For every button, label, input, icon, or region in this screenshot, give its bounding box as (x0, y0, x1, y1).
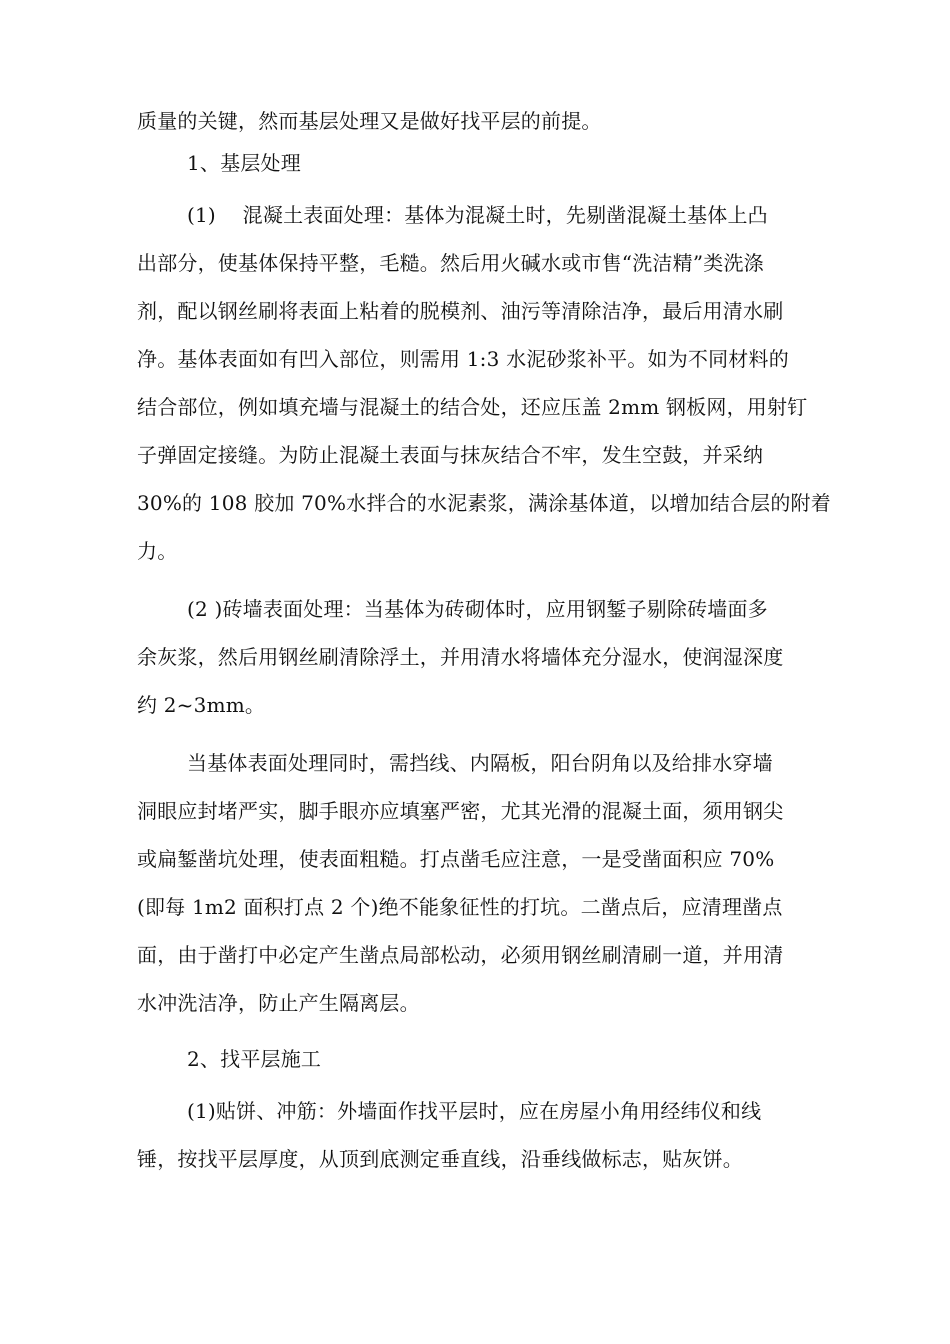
text-line: 当基体表面处理同时，需挡线、内隔板，阳台阴角以及给排水穿墙 (187, 751, 773, 775)
text-line: 子弹固定接缝。为防止混凝土表面与抹灰结合不牢，发生空鼓，并采纳 (137, 443, 764, 467)
text-line: 30%的 108 胶加 70%水拌合的水泥素浆，满涂基体道，以增加结合层的附着 (137, 491, 831, 515)
section-heading: 2、找平层施工 (187, 1047, 322, 1071)
text-line: 约 2~3mm。 (137, 693, 266, 717)
text-line: 力。 (137, 539, 178, 563)
section-heading: 1、基层处理 (187, 151, 301, 175)
text-line: 面，由于凿打中必定产生凿点局部松动，必须用钢丝刷清刷一道，并用清 (137, 943, 784, 967)
text-line: 结合部位，例如填充墙与混凝土的结合处，还应压盖 2mm 钢板网，用射钉 (137, 395, 808, 419)
text-line: (2 )砖墙表面处理：当基体为砖砌体时，应用钢錾子剔除砖墙面多 (187, 597, 768, 621)
text-line: (1) 混凝土表面处理：基体为混凝土时，先剔凿混凝土基体上凸 (187, 203, 768, 227)
text-line: 质量的关键，然而基层处理又是做好找平层的前提。 (137, 109, 602, 133)
text-line: 或扁錾凿坑处理，使表面粗糙。打点凿毛应注意，一是受凿面积应 70% (137, 847, 775, 871)
text-line: 洞眼应封堵严实，脚手眼亦应填塞严密，尤其光滑的混凝土面，须用钢尖 (137, 799, 784, 823)
text-line: 锤，按找平层厚度，从顶到底测定垂直线，沿垂线做标志，贴灰饼。 (137, 1147, 743, 1171)
text-line: 水冲洗洁净，防止产生隔离层。 (137, 991, 420, 1015)
text-line: 剂，配以钢丝刷将表面上粘着的脱模剂、油污等清除洁净，最后用清水刷 (137, 299, 784, 323)
text-line: 出部分，使基体保持平整，毛糙。然后用火碱水或市售“洗洁精”类洗涤 (137, 251, 764, 275)
text-line: (即每 1m2 面积打点 2 个)绝不能象征性的打坑。二凿点后，应清理凿点 (137, 895, 783, 919)
text-line: 余灰浆，然后用钢丝刷清除浮土，并用清水将墙体充分湿水，使润湿深度 (137, 645, 784, 669)
text-line: (1)贴饼、冲筋：外墙面作找平层时，应在房屋小角用经纬仪和线 (187, 1099, 762, 1123)
text-line: 净。基体表面如有凹入部位，则需用 1:3 水泥砂浆补平。如为不同材料的 (137, 347, 789, 371)
